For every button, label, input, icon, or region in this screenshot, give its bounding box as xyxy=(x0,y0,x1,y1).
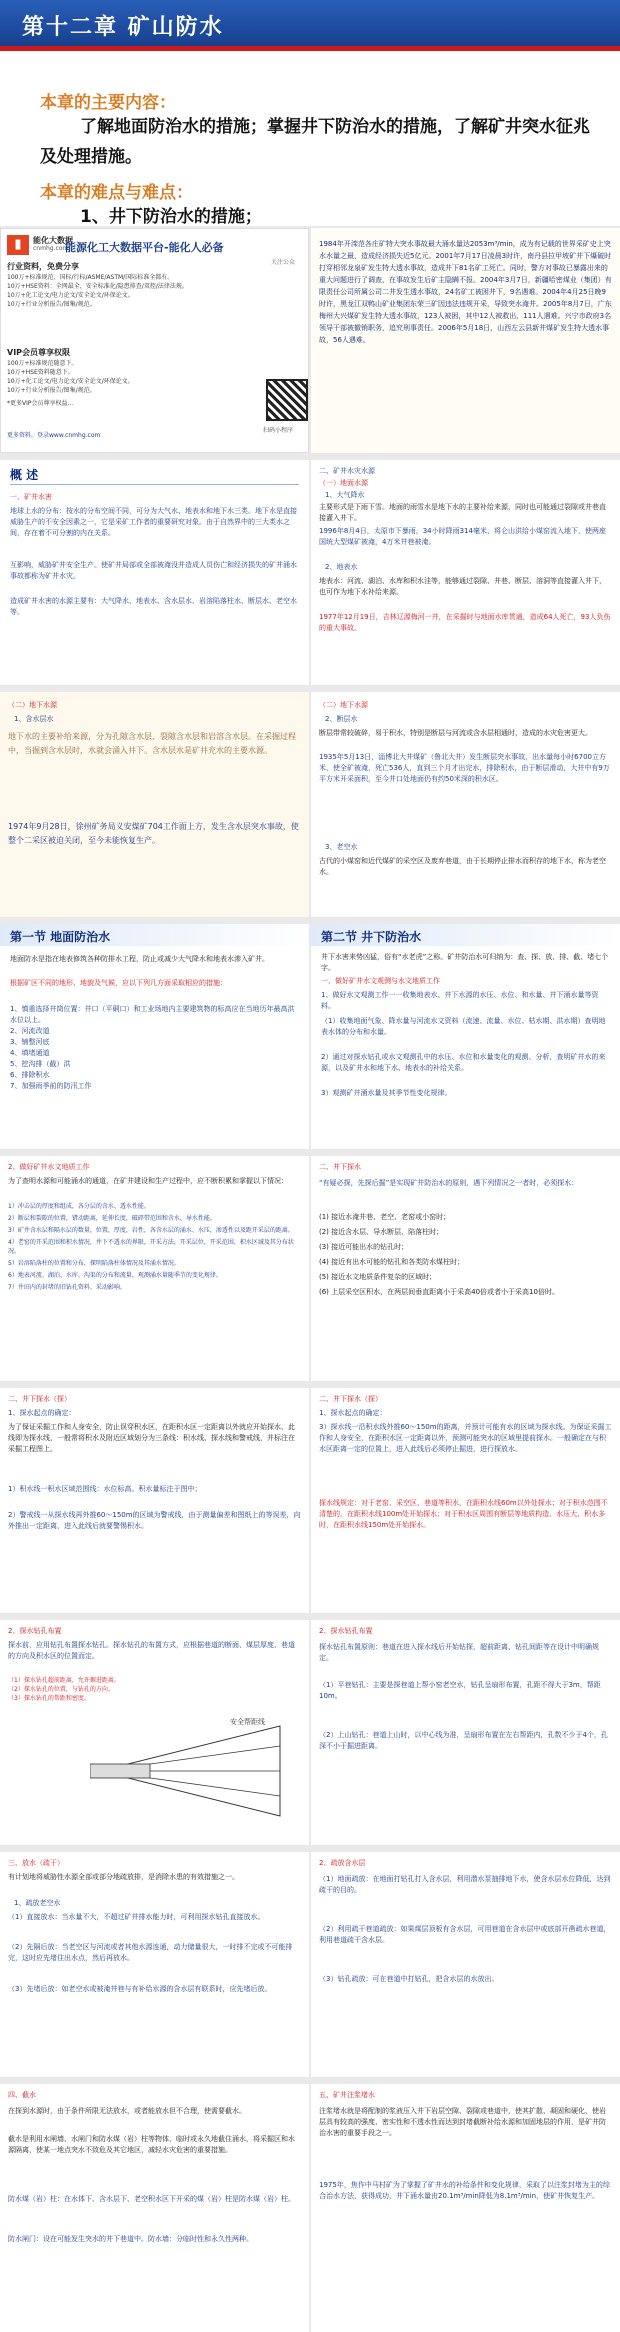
s10-heading: 二、井下探水 xyxy=(319,1163,361,1171)
s6-p3: 古代的小煤窑和近代煤矿的采空区及废弃巷道，由于长期停止排水而积存的地下水，称为老空水。 xyxy=(319,857,606,876)
s6-sub3: 3、老空水 xyxy=(325,843,358,851)
s10-p1: “有疑必探，先探后掘”是实现矿井防治水的原则，遇下列情况之一者时，必须探水： xyxy=(319,1179,579,1187)
slide-hydrogeology xyxy=(0,1156,309,1381)
s17-heading: 四、截水 xyxy=(8,2091,36,2099)
s4-p1: 主要形式是下雨下雪。地面的雨雪水是地下水的主要补给来源，同时也可能通过裂隙或井巷直接灌入井下。 xyxy=(319,503,606,522)
s18-p2: 1975年，焦作中马村矿为了掌握了矿井水的补给条件和变化规律，采取了以注浆封堵为主的综合治水方法，获得成功，井下涌水量由20.1m³/min降低为8.1m³/min，使矿井恢复生产。 xyxy=(319,2181,610,2200)
s15-subheading: 1、疏放老空水 xyxy=(14,1899,61,1907)
list-item: (6) 上层采空区积水，在两层间垂直距离小于采高40倍或者小于采高10倍时。 xyxy=(319,1288,559,1296)
s7-p1: 地面防水是指在地表修筑各种防排水工程，防止或减少大气降水和地表水渗入矿井。 xyxy=(10,955,269,963)
s4-sub3: 2、地表水 xyxy=(325,563,358,571)
slide-grouting xyxy=(311,2084,620,2332)
accident-text: 1984年开滦范各庄矿特大突水事故最大涌水量达2053m³/min，成为有记载的世界采矿史上突水水量之最，造成经济损失近5亿元。2001年7月17日凌晨3时许，南丹县拉甲坡矿井下爆破时打穿相邻龙泉矿发生特大透水事故，造成井下81名矿工死亡。同时，警方对事故已暴露出来的重大问题进行了调查，在事故发生后矿主隐瞒不报。2004年3月7日，新疆哈密煤业（集团）有限责任公司所属公司二井发生透水事故，24名矿工被困井下，9名遇难。2004年4月25日晚9时许，黑龙江双鸭山矿业集团东荣三矿因违法违规开采，导致突水淹井。2005年8月7日，广东梅州大兴煤矿发生特大透水事故，123人被困，其中12人被救出，111人遇难。兴宁市政府3名领导干部被撤销职务，追究刑事责任。2006年5月18日，山西左云县新井煤矿发生特大透水事故，56人遇难。 xyxy=(319,240,612,344)
list-item: (4) 接近有出水可能的钻孔和各类防水煤柱时； xyxy=(319,1258,465,1266)
s15-p2: （1）直接放水：当水量不大，不超过矿井排水能力时，可利用探水钻孔直接放水。 xyxy=(8,1913,265,1921)
s5-p1: 地下水的主要补给来源，分为孔隙含水层、裂隙含水层和岩溶含水层。在采掘过程中，当掘到含水层时，水就会涌入井下。含水层水是矿井充水的主要水源。 xyxy=(8,732,296,755)
slide-water-exploration xyxy=(311,1156,620,1381)
list-item: 1）冲击层的厚度和组成，各分层的含水、透水性能。 xyxy=(8,1203,150,1210)
s17-p4: 防水闸门：设在可能发生突水的井下巷道中。防水墙：分临时性和永久性两种。 xyxy=(8,2235,253,2243)
s14-heading: 2、探水钻孔布置 xyxy=(319,1627,373,1635)
s7-p2: 根据矿区不同的地形、地貌及气候，应以下列几方面采取相应的措施： xyxy=(10,979,227,987)
s15-p3: （2）先隔后放：当老空区与河流或者其他水源连通，动力储量很大，一时排不完或不可能排完，这时应先堵住出水点，然后再放水。 xyxy=(8,1943,293,1962)
s17-p2: 截水是利用水闸墙、水闸门和防水煤（岩）柱等物体，临时或永久地截住涌水，将采掘区和水源隔离，使某一地点突水不致危及其它地区，减轻水灾危害的重要措施。 xyxy=(8,2135,295,2154)
vip-list xyxy=(7,359,267,395)
list-item: 7）井田内的封堵的旧钻孔资料、采动影响。 xyxy=(8,1284,126,1291)
slide-accident-cases xyxy=(311,228,620,453)
vip-item: 10万+HSE资料随意下。 xyxy=(7,369,74,376)
list-item: 6）地表河流、湖泊、水库、沟渠的分布和流量，观测涌水量随季节的变化规律。 xyxy=(8,1272,222,1279)
chapter-title: 第十二章 矿山防水 xyxy=(22,14,224,40)
list-item: 4、填堵通道 xyxy=(10,1049,50,1057)
s6-subheading: 2、断层水 xyxy=(325,715,358,723)
main-content-body: 了解地面防治水的措施；掌握井下防治水的措施，了解矿井突水征兆及处理措施。 xyxy=(40,117,590,167)
resource-item: 10万+HSE资料：全网最全，安全标准化/隐患排查/双控/法律法规。 xyxy=(7,283,188,290)
s18-heading: 五、矿井注浆堵水 xyxy=(319,2091,375,2099)
qr-code[interactable] xyxy=(266,379,308,421)
slide-chapter-intro xyxy=(0,0,620,226)
resource-item: 100万+标准规范、国标/行标/ASME/ASTM/国际标准全都有。 xyxy=(7,274,174,281)
ad-panel xyxy=(0,228,309,453)
s12-p1: 3）探水线一沿积水线外推60～150m的距离，并预计可能有水的区域为探水线。为保证采掘工作和人身安全，在距积水区一定距离以外，预测可能突水的区域里提前探水。一般确定在与积水区距离一定的位置上，进入此线后必须停止掘进，进行探放水。 xyxy=(319,1423,612,1453)
s8-p4: 2）通过对探水钻孔或水文观测孔中的水压、水位和水量变化的观测、分析，查明矿井水的来源，以及矿井水和地下水、地表水的补给关系。 xyxy=(321,1053,606,1072)
main-content-heading: 本章的主要内容： xyxy=(40,93,176,113)
s5-p2: 1974年9月28日，徐州矿务局义安煤矿704工作面上方，发生含水层突水事故，使整个二采区被迫关闭，至今未能恢复生产。 xyxy=(8,822,299,845)
vip-more[interactable]: *更多VIP会员尊享权益... xyxy=(7,400,74,407)
drill-diagram xyxy=(90,1716,290,1826)
s11-p1: 为了保证采掘工作和人身安全，防止误穿积水区，在距积水区一定距离以外就应开始探水，此线即为探水线，一般常将积水及附近区域划分为三条线：积水线、探水线和警戒线，并标注在采掘工程图上。 xyxy=(8,1423,295,1453)
slide-fault-water xyxy=(311,692,620,917)
s8-p1: 井下水害来势凶猛，俗有“水老虎”之称。矿井防治水可归纳为：查、探、放、排、截、堵七个字。 xyxy=(321,953,609,972)
s9-list xyxy=(8,1202,301,1295)
list-item: (5) 接近水文地质条件复杂的区域时； xyxy=(319,1273,437,1281)
slide-surface-prevention xyxy=(0,924,309,1149)
s9-p1: 为了查明水源和可能涌水的通道，在矿井建设和生产过程中，应不断积累和掌握以下情况： xyxy=(8,1177,288,1185)
ad-footer-login[interactable]: 更多资料，登录www.cnmhg.com xyxy=(7,432,101,439)
list-item: （2）探水钻孔的位置，与钻孔的方向。 xyxy=(8,1686,114,1693)
s8-p2: 1、做好水文观测工作一一收集地表水、井下水源的水压、水位、和水量、井下涌水量等资料。 xyxy=(321,991,599,1010)
resource-item: 10万+行业分析报告/图集/规范。 xyxy=(7,301,96,308)
list-item: 5）岩溶陷落柱的位置和分布，探明陷落柱体情况及其涌水情况。 xyxy=(8,1260,180,1267)
s14-p2: （1）平巷钻孔：主要是探巷道上帮小窑老空水，钻孔呈扇形布置，孔距不得大于3m，帮距10m。 xyxy=(319,1681,601,1700)
s8-p5: 3）观测矿井涌水量及其季节性变化规律。 xyxy=(321,1089,452,1097)
list-item: 3、铺整河底 xyxy=(10,1038,50,1046)
overview-p3: 造成矿井水害的水源主要有：大气降水、地表水、含水层水、岩溶陷落柱水、断层水、老空水等。 xyxy=(10,597,297,616)
s15-p4: （3）先堵后放：如老空水或被淹井巷与有补给水源的含水层有联系时，应先堵后放。 xyxy=(8,1985,272,1993)
list-item: （3）探水钻孔的帮距和密度。 xyxy=(8,1695,90,1702)
slide-interception xyxy=(0,2084,309,2332)
slide-exploration-rule xyxy=(311,1388,620,1613)
vip-item: 10万+行业分析报告/图集/规范。 xyxy=(7,387,96,394)
diagram-caption: 安全帮距线 xyxy=(230,1718,265,1726)
s11-heading: 二、井下探水（探） xyxy=(8,1395,71,1403)
s5-heading: （二）地下水源 xyxy=(8,701,57,709)
overview-title: 概 述 xyxy=(10,468,39,482)
slide-drill-layout xyxy=(0,1620,309,1845)
s12-p2: 探水线规定：对于老窑、采空区、巷道等积水，在距积水线60m以外处探水；对于积水范围不清楚的，在距积水线100m处开始探水；对于积水区周围有断层等地质构造、水压大、积水多时，在距积水线150m处开始探水。 xyxy=(319,1499,608,1529)
s13-heading: 2、探水钻孔布置 xyxy=(8,1627,62,1635)
s11-subheading: 1、探水起点的确定： xyxy=(8,1409,76,1417)
list-item: 5、挖沟排（截）洪 xyxy=(10,1060,71,1068)
s16-p3: （3）钻孔疏放：可在巷道中打钻孔，把含水层的水放出。 xyxy=(319,1975,499,1983)
resource-list xyxy=(7,273,267,309)
s11-p3: 2）警戒线一从探水线再外推60～150m的区域为警戒线，由于测量偏差和图纸上的等误差，向外推出一定距离，进入此线后就要警惕积水。 xyxy=(8,1511,301,1530)
section-vip: VIP会员尊享权限 xyxy=(7,348,71,357)
slide-aquifer-drainage xyxy=(311,1852,620,2077)
s16-p2: （2）利用疏干巷道疏放：如果煤层顶板有含水层，可用巷道在含水层中或底部开凿疏水巷道，利用巷道疏干含水层。 xyxy=(319,1925,611,1944)
s7-title: 第一节 地面防治水 xyxy=(10,930,111,944)
s9-heading: 2、做好矿井水文地质工作 xyxy=(8,1163,90,1171)
s7-list xyxy=(10,1004,300,1092)
slide-exploration-lines xyxy=(0,1388,309,1613)
s4-subheading: （一）地面水源 xyxy=(319,479,368,487)
s8-p3: （1）收集地面气象、降水量与河流水文资料（流速、流量、水位、枯水期、洪水期）查明地表水体的分布和水量。 xyxy=(321,1017,606,1036)
banner-text: 能源化工大数据平台-能化人必备 xyxy=(65,241,224,254)
s12-heading: 二、井下探水（探） xyxy=(319,1395,382,1403)
section-resources: 行业资料，免费分享 xyxy=(7,262,79,271)
list-item: 4）老窑的开采范围和积水情况，井下不透水的界限，开采方法，开采层位，开采范围，积水区域及其分布状况。 xyxy=(8,1239,294,1255)
brand-url[interactable]: cnmhg.com xyxy=(33,245,69,252)
slide-aquifer-water xyxy=(0,692,309,917)
s14-p1: 探水钻孔布置原则：巷道在进入探水线后开始钻探，超前距离、钻孔间距等在设计中明确规定。 xyxy=(319,1643,599,1662)
slide-surface-water xyxy=(311,460,620,685)
s5-subheading: 1、含水层水 xyxy=(14,715,54,723)
slide-drill-principles xyxy=(311,1620,620,1845)
s8-title: 第二节 井下防治水 xyxy=(321,930,422,944)
s11-p2: 1）积水线一积水区域范围线：水位标高。积水量标注于图中； xyxy=(8,1485,202,1493)
s6-heading: （二）地下水源 xyxy=(319,701,368,709)
vip-item: 10万+化工论文/电力论文/安全论文/环保论文。 xyxy=(7,378,134,385)
overview-p2: 互影响，威胁矿井安全生产。使矿井局部或全部被淹没并造成人员伤亡和经济损失的矿井涌水事故都称为矿井水灾。 xyxy=(10,561,297,580)
slide-overview xyxy=(0,460,309,685)
s8-heading: 一、做好矿井水文观测与水文地质工作 xyxy=(321,977,440,985)
list-item: 1、慎重选择井筒位置：井口（平硐口）和工业场地内主要建筑物的标高应在当地历年最高洪水位以上。 xyxy=(10,1005,295,1024)
qr-label: 扫码小程序 xyxy=(263,427,294,434)
slide-drainage xyxy=(0,1852,309,2077)
s13-list xyxy=(8,1676,301,1703)
brand-name: 能化大数据 xyxy=(33,236,73,245)
overview-p1: 地球上水的分布：按水的分布空间不同，可分为大气水、地表水和地下水三类。地下水是直接威胁生产的不安全因素之一，它是采矿工作者的重要研究对象。由于自然界中的三大类水之间，存在着不可分割的内在关系。 xyxy=(10,507,297,537)
s14-p3: （2）上山钻孔：巷道上山时，以中心线为准，呈扇形布置在左右帮距内，孔数不少于4个，孔深不小于掘进距离。 xyxy=(319,1731,608,1750)
s4-p3: 地表水：河流、湖泊、水库和积水洼等，能够通过裂隙、井巷、断层、溶洞等直接灌入井下，也可作为地下水补给来源。 xyxy=(319,577,606,596)
s17-p3: 防水煤（岩）柱：在水体下、含水层下、老空积水区下开采的煤（岩）柱是防水煤（岩）柱。 xyxy=(8,2195,295,2203)
s4-sub2: 1、大气降水 xyxy=(325,491,365,499)
s18-p1: 注浆堵水就是将配制的浆液压入井下岩层空隙、裂隙或巷道中，使其扩散、凝固和硬化，使岩层具有较高的强度、密实性和不透水性而达到封堵截断补给水源和加固地层的作用，是矿井防治水害的重要手段之一。 xyxy=(319,2107,606,2137)
list-item: (3) 接近可能出水的钻孔时； xyxy=(319,1243,409,1251)
resource-item: 10万+化工论文/电力论文/安全论文/环保论文。 xyxy=(7,292,134,299)
s16-heading: 2、疏放含水层 xyxy=(319,1859,366,1867)
s12-subheading: 1、探水起点的确定： xyxy=(319,1409,387,1417)
list-item: 6、排除积水 xyxy=(10,1071,50,1079)
slide-underground-prevention xyxy=(311,924,620,1149)
s6-p2: 1935年5月13日，淄博北大井煤矿（鲁北大井）发生断层突水事故，出水量每小时6700立方米，使全矿被淹，死亡536人，直到三个月才出完水，排除积水，由于断层滑动，大井中有9万平方米开采面积，至今井口处地面仍有约50米深的积水区。 xyxy=(319,753,610,783)
s13-p1: 探水前，应用钻孔布置探水钻孔。探水钻孔的布置方式，应根据巷道的断面、煤层厚度、巷道的方向及积水区的位置而定。 xyxy=(8,1641,295,1660)
brand-logo: ▮ xyxy=(7,235,29,255)
s16-p1: （1）地面疏放：在地面打钻孔打入含水层，利用潜水泵抽排地下水，使含水层水位降低，达到疏干的目的。 xyxy=(319,1875,611,1894)
follow-label: 关注公众 xyxy=(271,259,296,266)
overview-divider xyxy=(10,484,299,485)
list-item: 3）矿井含水层和隔水层的数量，位置，厚度，岩性，各含水层的涌水、水压，渗透性以及距开采层的距离。 xyxy=(8,1227,294,1234)
s17-p1: 在探到水源时，由于条件所限无法放水，或者能放水但不合理，使需要截水。 xyxy=(8,2107,246,2115)
list-item: 2、河流改道 xyxy=(10,1027,50,1035)
key-points-heading: 本章的难点与难点： xyxy=(40,183,193,203)
overview-heading: 一、矿井水害 xyxy=(10,493,52,501)
title-accent xyxy=(0,46,620,51)
s4-heading: 二、矿井水灾水源 xyxy=(319,467,375,475)
s4-p2: 1996年8月4日，太原市下暴雨，34小时降雨314毫米，将仑山洪给小煤窑流入地下，使两座国统大型煤矿被淹，4万米井巷被淹。 xyxy=(319,527,606,546)
s15-heading: 三、放水（疏干） xyxy=(8,1859,64,1867)
list-item: （1）探水钻孔超前距离，允许掘进距离。 xyxy=(8,1677,120,1684)
key-points-body: 1、井下防治水的措施； xyxy=(80,207,262,226)
list-item: 7、加强雨季前的防汛工作 xyxy=(10,1082,92,1090)
vip-item: 100万+标准规范随意下。 xyxy=(7,360,78,367)
list-item: (2) 接近含水层、导水断层、陷落柱时； xyxy=(319,1228,444,1236)
s6-p1: 断层带常较破碎，易于积水，特别是断层与河流或含水层相通时，造成的水灾危害更大。 xyxy=(319,729,592,737)
list-item: (1) 接近水淹井巷、老空、老窑或小窑时； xyxy=(319,1213,451,1221)
s4-p4: 1977年12月19日，吉林辽源梅河一井，在采掘时与地面水库贯通，造成64人死亡，93人负伤的重大事故。 xyxy=(319,613,611,632)
s10-list xyxy=(319,1212,612,1302)
list-item: 2）断层和裂隙的位置，错动距离，延伸长度，破碎带范围和含水、导水性能。 xyxy=(8,1215,216,1222)
s15-p1: 有计划地将威胁性水源全部或部分地疏放排，是消除水患的有效措施之一。 xyxy=(8,1873,239,1881)
